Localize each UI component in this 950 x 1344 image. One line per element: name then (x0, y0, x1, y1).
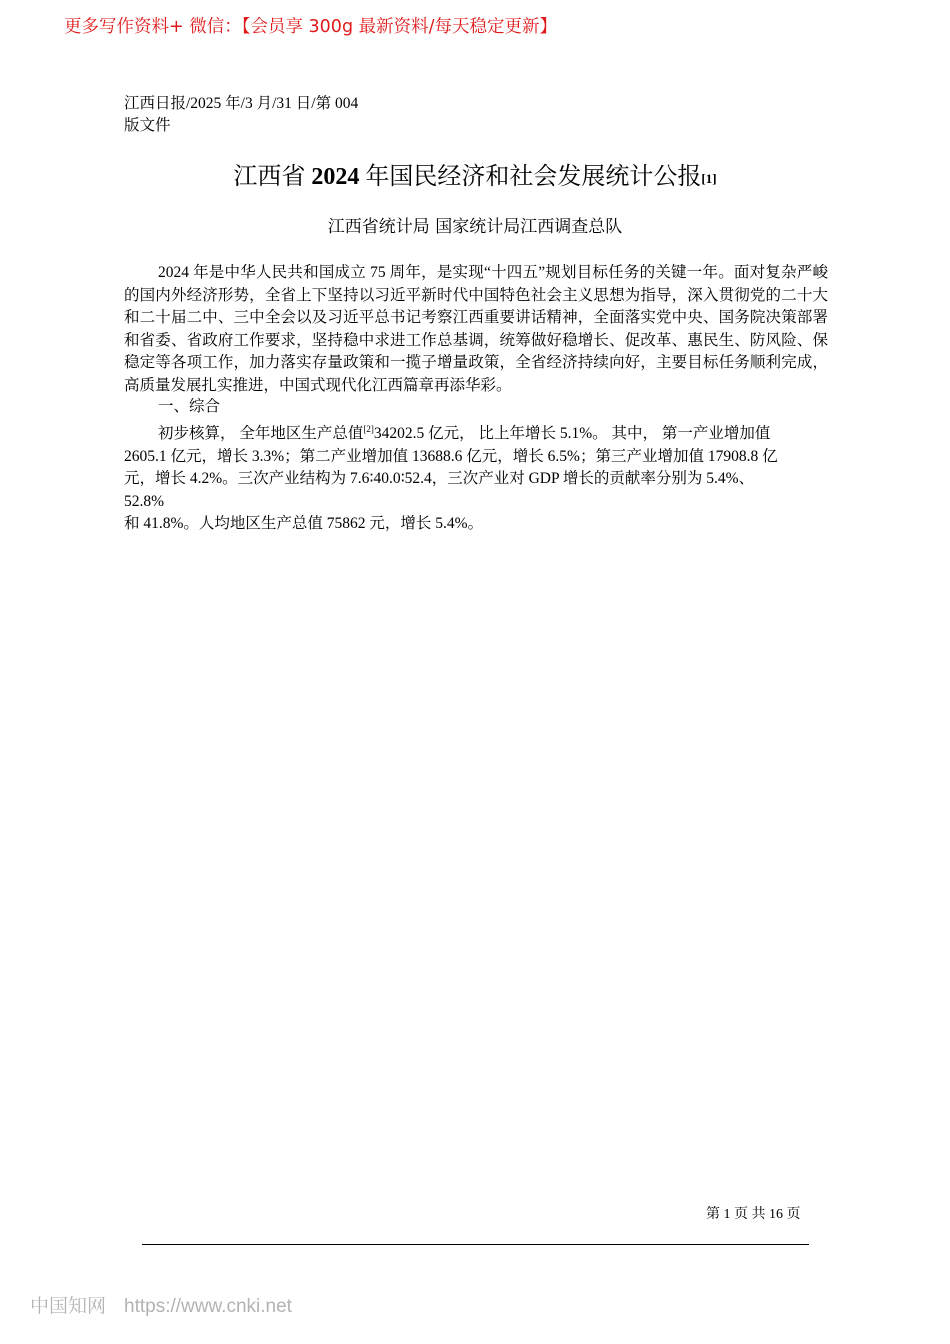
section-heading: 一、综合 (158, 398, 221, 415)
title-prefix: 江西省 (233, 164, 312, 190)
gdp-line-1-rest: 34202.5 亿元， 比上年增长 5.1%。 其中， 第一产业增加值 (373, 425, 771, 443)
gdp-line-5: 和 41.8%。人均地区生产总值 75862 元，增长 5.4%。 (124, 515, 484, 533)
watermark-site-name: 中国知网 (30, 1295, 107, 1317)
page-title (0, 160, 950, 196)
title-suffix: 年国民经济和社会发展统计公报 (359, 164, 702, 190)
gdp-paragraph (124, 418, 828, 536)
promo-banner: 更多写作资料+ 微信：【会员享 300g 最新资料/每天稳定更新】 (64, 17, 558, 37)
source-info (124, 93, 394, 137)
title-year: 2024 (311, 164, 360, 190)
title-footnote-marker: [1] (701, 171, 717, 186)
gdp-footnote-marker: [2] (363, 424, 374, 434)
authors: 江西省统计局 国家统计局江西调查总队 (327, 217, 623, 237)
footer-divider (142, 1244, 809, 1245)
gdp-line-2: 2605.1 亿元，增长 3.3%；第二产业增加值 13688.6 亿元，增长 6.5%；第三产业增加值 17908.8 亿 (124, 447, 778, 465)
page-number: 第 1 页 共 16 页 (706, 1207, 801, 1222)
source-line-2: 版文件 (124, 117, 171, 134)
cnki-watermark (30, 1293, 292, 1320)
gdp-line-1 (124, 418, 828, 446)
intro-paragraph: 2024 年是中华人民共和国成立 75 周年，是实现“十四五”规划目标任务的关键一年。面对复杂严峻的国内外经济形势，全省上下坚持以习近平新时代中国特色社会主义思想为指导，深入贯彻党的二十大和二十届二中、三中全会以及习近平总书记考察江西重要讲话精神，全面落实党中央、国务院决策部署和省委、省政府工作要求，坚持稳中求进工作总基调，统筹做好稳增长、促改革、惠民生、防风险、保稳定等各项工作，加力落实存量政策和一揽子增量政策，全省经济持续向好，主要目标任务顺利完成，高质量发展扎实推进，中国式现代化江西篇章再添华彩。 (124, 264, 828, 394)
gdp-line-1-text: 初步核算， 全年地区生产总值 (158, 425, 364, 443)
gdp-line-3: 元，增长 4.2%。三次产业结构为 7.6∶40.0∶52.4，三次产业对 GDP 增长的贡献率分别为 5.4%、 (124, 470, 755, 488)
gdp-line-4: 52.8% (124, 492, 165, 510)
source-line-1: 江西日报/2025 年/3 月/31 日/第 004 (124, 95, 359, 112)
watermark-url: https://www.cnki.net (124, 1296, 292, 1317)
